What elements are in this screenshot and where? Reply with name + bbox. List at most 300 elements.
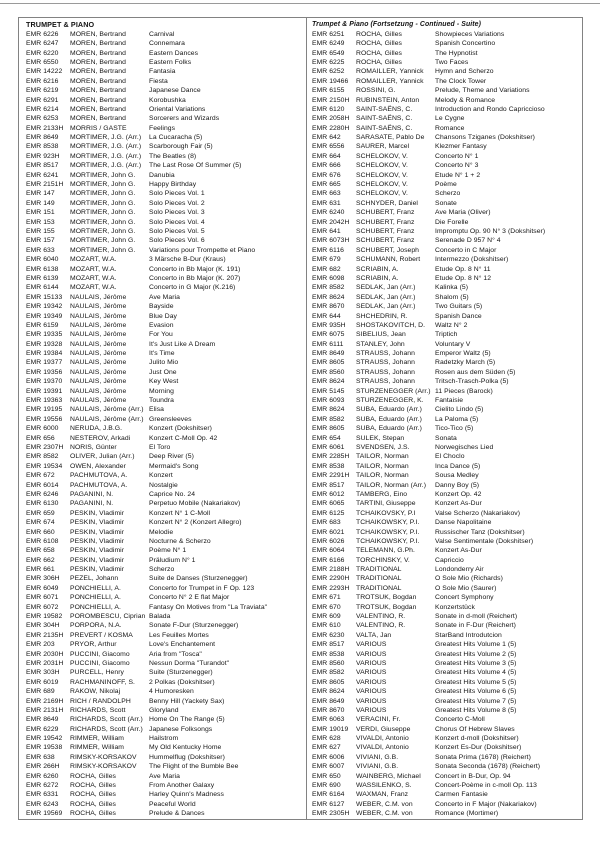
table-row (26, 471, 306, 480)
cell-composer: SUBA, Eduardo (Arr.) (356, 415, 422, 423)
cell-title: Sorcerers and Wizards (149, 115, 220, 123)
table-row (26, 114, 306, 123)
cell-num: EMR 306H (26, 575, 60, 583)
cell-composer: PRYOR, Arthur (70, 641, 117, 649)
cell-title: Showpieces Variations (435, 30, 505, 38)
cell-title: Ave Maria (149, 772, 180, 780)
table-row (26, 171, 306, 180)
cell-num: EMR 656 (26, 434, 55, 442)
table-row (312, 462, 582, 471)
cell-title: Japanese Dance (149, 87, 201, 95)
cell-title: Concert Symphony (435, 594, 494, 602)
table-row (312, 236, 582, 245)
cell-title: The Hypnotist (435, 49, 478, 57)
cell-composer: TROTSUK, Bogdan (356, 603, 417, 611)
cell-composer: MORRIS / GASTE (70, 124, 127, 132)
cell-title: Solo Pieces Vol. 6 (149, 237, 205, 245)
table-row (26, 490, 306, 499)
cell-title: Concerto in C Major (435, 246, 497, 254)
table-row (26, 283, 306, 292)
cell-composer: MORTIMER, John G. (70, 218, 136, 226)
cell-composer: TELEMANN, G.Ph. (356, 547, 415, 555)
cell-num: EMR 8624 (312, 688, 345, 696)
table-row (26, 790, 306, 799)
cell-composer: STRAUSS, Johann (356, 350, 415, 358)
table-row (26, 443, 306, 452)
cell-composer: PESKIN, Vladimir (70, 509, 125, 517)
cell-num: EMR 2058H (312, 115, 350, 123)
cell-title: Hummelflug (Dokshitser) (149, 753, 225, 761)
table-row (312, 640, 582, 649)
cell-composer: VIVIANI, G.B. (356, 763, 399, 771)
cell-composer: RAKOW, Nikolaj (70, 688, 121, 696)
cell-composer: VERDI, Giuseppe (356, 725, 411, 733)
left-column-header: TRUMPET & PIANO (26, 20, 95, 29)
cell-title: Solo Pieces Vol. 4 (149, 218, 205, 226)
cell-title: Concerto N° 2 E flat Major (149, 594, 230, 602)
cell-composer: WAXMAN, Franz (356, 791, 409, 799)
table-row (26, 650, 306, 659)
cell-title: Ave Maria (Oliver) (435, 209, 491, 217)
cell-title: Home On The Range (5) (149, 716, 225, 724)
cell-num: EMR 19370 (26, 378, 63, 386)
cell-title: Greatest Hits Volume 4 (5) (435, 669, 517, 677)
cell-title: Japanese Folksongs (149, 725, 213, 733)
cell-num: EMR 609 (312, 613, 341, 621)
cell-title: O Sole Mio (Saurer) (435, 584, 497, 592)
cell-composer: VIVALDI, Antonio (356, 744, 409, 752)
cell-num: EMR 2280H (312, 124, 350, 132)
table-row (26, 499, 306, 508)
cell-composer: SUBA, Eduardo (Arr.) (356, 425, 422, 433)
cell-title: Concerto in G Major (K.216) (149, 284, 236, 292)
table-row (312, 715, 582, 724)
cell-composer: SHOSTAKOVITCH, D. (356, 321, 426, 329)
cell-title: Valse Sentimentale (Dokshitser) (435, 537, 534, 545)
table-row (26, 349, 306, 358)
cell-composer: NAULAIS, Jérôme (70, 331, 127, 339)
cell-num: EMR 6144 (26, 284, 59, 292)
cell-num: EMR 8582 (312, 415, 345, 423)
cell-composer: RIMSKY-KORSAKOV (70, 753, 137, 761)
cell-title: Capriccio (435, 556, 464, 564)
cell-composer: MOREN, Bertrand (70, 105, 126, 113)
table-row (312, 321, 582, 330)
cell-title: O Sole Mio (Richards) (435, 575, 503, 583)
cell-composer: NAULAIS, Jérôme (70, 359, 127, 367)
cell-composer: SCHELOKOV, V. (356, 190, 408, 198)
cell-title: Poème N° 1 (149, 547, 187, 555)
table-row (312, 340, 582, 349)
cell-composer: TAMBERG, Eino (356, 490, 408, 498)
cell-num: EMR 665 (312, 181, 341, 189)
cell-composer: SCHNYDER, Daniel (356, 199, 418, 207)
cell-num: EMR 935H (312, 321, 346, 329)
cell-num: EMR 8517 (26, 162, 59, 170)
cell-composer: VALTA, Jan (356, 631, 392, 639)
cell-composer: STURZENEGGER, K. (356, 397, 424, 405)
cell-num: EMR 6247 (26, 40, 59, 48)
cell-title: Fantaisie (435, 397, 464, 405)
cell-title: Sonata Prima (1678) (Reichert) (435, 753, 531, 761)
table-row (312, 377, 582, 386)
cell-num: EMR 679 (312, 256, 341, 264)
cell-title: Aria from "Tosca" (149, 650, 202, 658)
cell-title: My Old Kentucky Home (149, 744, 222, 752)
cell-num: EMR 8649 (26, 716, 59, 724)
table-row (312, 490, 582, 499)
cell-composer: VARIOUS (356, 706, 387, 714)
cell-composer: PAGANINI, N. (70, 500, 114, 508)
cell-num: EMR 6249 (312, 40, 345, 48)
cell-title: Just One (149, 368, 177, 376)
cell-title: Mermaid's Song (149, 462, 199, 470)
cell-composer: STANLEY, John (356, 340, 405, 348)
cell-num: EMR 6219 (26, 87, 59, 95)
cell-title: The Clock Tower (435, 77, 487, 85)
cell-num: EMR 8649 (312, 697, 345, 705)
cell-composer: ROCHA, Gilles (70, 810, 116, 818)
cell-num: EMR 662 (26, 556, 55, 564)
table-row (312, 697, 582, 706)
table-row (312, 659, 582, 668)
table-row (312, 528, 582, 537)
cell-composer: SCHUMANN, Robert (356, 256, 421, 264)
cell-composer: ROCHA, Gilles (70, 800, 116, 808)
table-row (312, 171, 582, 180)
table-row (26, 452, 306, 461)
cell-num: EMR 631 (312, 199, 341, 207)
cell-num: EMR 6214 (26, 105, 59, 113)
cell-title: Chansons Tziganes (Dokshitser) (435, 134, 535, 142)
table-row (312, 725, 582, 734)
left-column (19, 18, 306, 819)
table-row (26, 58, 306, 67)
cell-title: Greatest Hits Volume 6 (5) (435, 688, 517, 696)
table-row (26, 621, 306, 630)
cell-composer: TAILOR, Norman (Arr.) (356, 481, 427, 489)
cell-title: Nocturne & Scherzo (149, 537, 211, 545)
cell-composer: SARASATE, Pablo De (356, 134, 425, 142)
right-column-header: Trumpet & Piano (Fortsetzung - Continued - Suite) (312, 21, 481, 28)
cell-title: It's Just Like A Dream (149, 340, 216, 348)
table-row (26, 49, 306, 58)
cell-num: EMR 6012 (312, 490, 345, 498)
cell-num: EMR 6072 (26, 603, 59, 611)
cell-composer: ROCHA, Gilles (356, 40, 402, 48)
cell-composer: MORTIMER, John G. (70, 181, 136, 189)
cell-title: Waltz N° 2 (435, 321, 468, 329)
cell-num: EMR 19195 (26, 406, 63, 414)
cell-num: EMR 633 (26, 246, 55, 254)
cell-title: Konzert As-Dur (435, 547, 482, 555)
cell-num: EMR 6127 (312, 800, 345, 808)
cell-title: Melody & Romance (435, 96, 496, 104)
table-row (26, 424, 306, 433)
cell-composer: MORTIMER, John G. (70, 237, 136, 245)
cell-title: Sonata (435, 434, 457, 442)
table-row (26, 678, 306, 687)
cell-title: Voluntary V (435, 340, 471, 348)
cell-composer: PUCCINI, Giacomo (70, 659, 130, 667)
cell-num: EMR 690 (312, 782, 341, 790)
table-row (26, 631, 306, 640)
table-row (26, 321, 306, 330)
table-row (26, 255, 306, 264)
cell-composer: TORCHINSKY, V. (356, 556, 410, 564)
table-row (26, 340, 306, 349)
cell-title: Concerto in Bb Major (K. 191) (149, 265, 241, 273)
table-row (26, 481, 306, 490)
cell-title: Die Forelle (435, 218, 469, 226)
cell-composer: SAURER, Marcel (356, 143, 410, 151)
cell-title: The Flight of the Bumble Bee (149, 763, 239, 771)
cell-composer: MOREN, Bertrand (70, 77, 126, 85)
cell-composer: TAILOR, Norman (356, 472, 409, 480)
cell-title: Nessun Dorma "Turandot" (149, 659, 230, 667)
cell-title: Korobushka (149, 96, 186, 104)
table-row (312, 358, 582, 367)
cell-num: EMR 19538 (26, 744, 63, 752)
cell-num: EMR 2290H (312, 575, 350, 583)
table-row (312, 800, 582, 809)
cell-num: EMR 923H (26, 152, 60, 160)
table-row (26, 706, 306, 715)
cell-num: EMR 650 (312, 772, 341, 780)
cell-num: EMR 6226 (26, 30, 59, 38)
cell-num: EMR 8649 (312, 350, 345, 358)
cell-num: EMR 6019 (26, 678, 59, 686)
cell-title: El Choclo (435, 453, 465, 461)
cell-num: EMR 8538 (312, 650, 345, 658)
table-row (312, 218, 582, 227)
cell-title: Benny Hill (Yackety Sax) (149, 697, 225, 705)
cell-title: Triptich (435, 331, 458, 339)
cell-title: Scherzo (149, 566, 175, 574)
cell-title: Sonate F-Dur (Sturzenegger) (149, 622, 239, 630)
page-top-rule (0, 3, 600, 4)
cell-composer: TRADITIONAL (356, 584, 402, 592)
table-row (312, 58, 582, 67)
cell-title: Solo Pieces Vol. 1 (149, 190, 205, 198)
cell-composer: MORTIMER, John G. (70, 209, 136, 217)
cell-num: EMR 8560 (312, 659, 345, 667)
cell-title: Harley Quinn's Madness (149, 791, 224, 799)
table-row (312, 790, 582, 799)
table-row (26, 518, 306, 527)
cell-num: EMR 266H (26, 763, 60, 771)
cell-title: Eastern Dances (149, 49, 199, 57)
table-row (26, 593, 306, 602)
cell-num: EMR 683 (312, 519, 341, 527)
cell-title: Scherzo (435, 190, 461, 198)
cell-composer: MOREN, Bertrand (70, 30, 126, 38)
cell-num: EMR 8670 (312, 303, 345, 311)
cell-num: EMR 6225 (312, 58, 345, 66)
table-row (26, 368, 306, 377)
cell-title: Greensleeves (149, 415, 192, 423)
cell-composer: PESKIN, Vladimir (70, 556, 125, 564)
table-row (312, 584, 582, 593)
cell-composer: MORTIMER, John G. (70, 228, 136, 235)
cell-num: EMR 19377 (26, 359, 63, 367)
cell-composer: MOZART, W.A. (70, 256, 117, 264)
table-row (312, 518, 582, 527)
table-row (26, 199, 306, 208)
cell-title: Prelude, Theme and Variations (435, 87, 530, 95)
cell-num: EMR 2133H (26, 124, 64, 132)
cell-num: EMR 6220 (26, 49, 59, 57)
cell-composer: MOREN, Bertrand (70, 49, 126, 57)
cell-composer: MORTIMER, J.G. (Arr.) (70, 162, 142, 170)
cell-title: Variations pour Trompette et Piano (149, 246, 256, 254)
table-row (26, 781, 306, 790)
cell-composer: TROTSUK, Bogdan (356, 594, 417, 602)
cell-composer: VALENTINO, R. (356, 613, 406, 621)
cell-num: EMR 2285H (312, 453, 350, 461)
cell-title: Feelings (149, 124, 176, 132)
cell-title: Danny Boy (5) (435, 481, 480, 489)
table-row (26, 772, 306, 781)
cell-composer: PACHMUTOVA, A. (70, 481, 128, 489)
cell-composer: PURCELL, Henry (70, 669, 124, 677)
table-row (26, 462, 306, 471)
cell-title: Toundra (149, 397, 174, 405)
cell-num: EMR 6006 (312, 753, 345, 761)
cell-composer: ROSSINI, G. (356, 87, 396, 95)
table-row (312, 499, 582, 508)
cell-composer: MOZART, W.A. (70, 274, 117, 282)
cell-title: Perpetuo Mobile (Nakariakov) (149, 500, 241, 508)
cell-num: EMR 19391 (26, 387, 63, 395)
cell-num: EMR 2188H (312, 566, 350, 574)
table-row (312, 481, 582, 490)
table-row (26, 603, 306, 612)
cell-composer: NERUDA, J.B.G. (70, 425, 123, 433)
table-row (312, 265, 582, 274)
cell-composer: SCHELOKOV, V. (356, 162, 408, 170)
table-row (312, 743, 582, 752)
table-row (26, 546, 306, 555)
cell-num: EMR 2307H (26, 443, 64, 451)
table-row (26, 330, 306, 339)
cell-num: EMR 642 (312, 134, 341, 142)
table-row (312, 687, 582, 696)
cell-composer: NAULAIS, Jérôme (70, 303, 127, 311)
table-row (312, 293, 582, 302)
cell-num: EMR 641 (312, 228, 341, 235)
cell-composer: VARIOUS (356, 659, 387, 667)
table-row (26, 715, 306, 724)
table-row (26, 227, 306, 236)
table-row (26, 67, 306, 76)
cell-composer: SAINT-SAËNS, C. (356, 105, 413, 113)
cell-num: EMR 6331 (26, 791, 59, 799)
cell-title: Suite de Danses (Sturzenegger) (149, 575, 248, 583)
table-row (26, 246, 306, 255)
cell-num: EMR 6139 (26, 274, 59, 282)
cell-title: Solo Pieces Vol. 2 (149, 199, 205, 207)
cell-title: Prelude & Dances (149, 810, 205, 818)
table-row (26, 537, 306, 546)
table-row (26, 387, 306, 396)
cell-title: Konzert As-Dur (435, 500, 482, 508)
table-row (312, 124, 582, 133)
table-row (26, 293, 306, 302)
table-row (312, 96, 582, 105)
cell-num: EMR 8624 (312, 406, 345, 414)
cell-num: EMR 303H (26, 669, 60, 677)
catalog-table (18, 17, 583, 820)
cell-num: EMR 19342 (26, 303, 63, 311)
cell-title: 4 Humoresken (149, 688, 194, 696)
cell-title: Etude Op. 8 N° 11 (435, 265, 491, 273)
cell-title: Konzert Es-Dur (Dokshitser) (435, 744, 522, 752)
cell-num: EMR 6251 (312, 30, 345, 38)
table-row (26, 189, 306, 198)
cell-num: EMR 153 (26, 218, 55, 226)
cell-num: EMR 6026 (312, 537, 345, 545)
cell-composer: RICHARDS, Scott (Arr.) (70, 725, 143, 733)
table-row (312, 49, 582, 58)
table-row (26, 236, 306, 245)
cell-title: The Beatles (8) (149, 152, 197, 160)
table-row (26, 800, 306, 809)
cell-composer: PREVERT / KOSMA (70, 631, 133, 639)
table-row (312, 368, 582, 377)
cell-composer: ROCHA, Gilles (356, 58, 402, 66)
table-row (312, 471, 582, 480)
cell-title: Valse Scherzo (Nakariakov) (435, 509, 521, 517)
cell-title: The Last Rose Of Summer (5) (149, 162, 242, 170)
table-row (26, 743, 306, 752)
cell-title: La Paloma (5) (435, 415, 479, 423)
table-row (26, 208, 306, 217)
cell-num: EMR 6291 (26, 96, 59, 104)
cell-composer: MORTIMER, John G. (70, 199, 136, 207)
cell-title: Greatest Hits Volume 1 (5) (435, 641, 517, 649)
table-row (26, 265, 306, 274)
cell-composer: PEZEL, Johann (70, 575, 119, 583)
cell-title: Sonata Seconda (1678) (Reichert) (435, 763, 541, 771)
cell-title: Emperor Waltz (5) (435, 350, 491, 358)
cell-composer: POROMBESCU, Ciprian (70, 613, 146, 621)
cell-num: EMR 6241 (26, 171, 59, 179)
cell-composer: TARTINI, Giuseppe (356, 500, 416, 508)
table-row (26, 734, 306, 743)
cell-title: Two Faces (435, 58, 469, 66)
table-row (312, 593, 582, 602)
cell-composer: ROCHA, Gilles (70, 782, 116, 790)
cell-composer: RICH / RANDOLPH (70, 697, 131, 705)
cell-composer: STRAUSS, Johann (356, 368, 415, 376)
cell-title: Introduction and Rondo Capriccioso (435, 105, 545, 113)
cell-composer: VALENTINO, R. (356, 622, 406, 630)
right-column (306, 18, 582, 819)
cell-composer: WEBER, C.M. von (356, 800, 413, 808)
table-row (312, 424, 582, 433)
cell-composer: PESKIN, Vladimir (70, 547, 125, 555)
cell-title: Etude N° 1 + 2 (435, 171, 481, 179)
cell-composer: SCRIABIN, A. (356, 274, 399, 282)
cell-num: EMR 6216 (26, 77, 59, 85)
cell-composer: RUBINSTEIN, Anton (356, 96, 420, 104)
cell-num: EMR 8538 (26, 143, 59, 151)
table-row (312, 574, 582, 583)
cell-title: Sonate (435, 199, 457, 207)
cell-num: EMR 19542 (26, 735, 63, 743)
cell-title: Carmen Fantasie (435, 791, 488, 799)
